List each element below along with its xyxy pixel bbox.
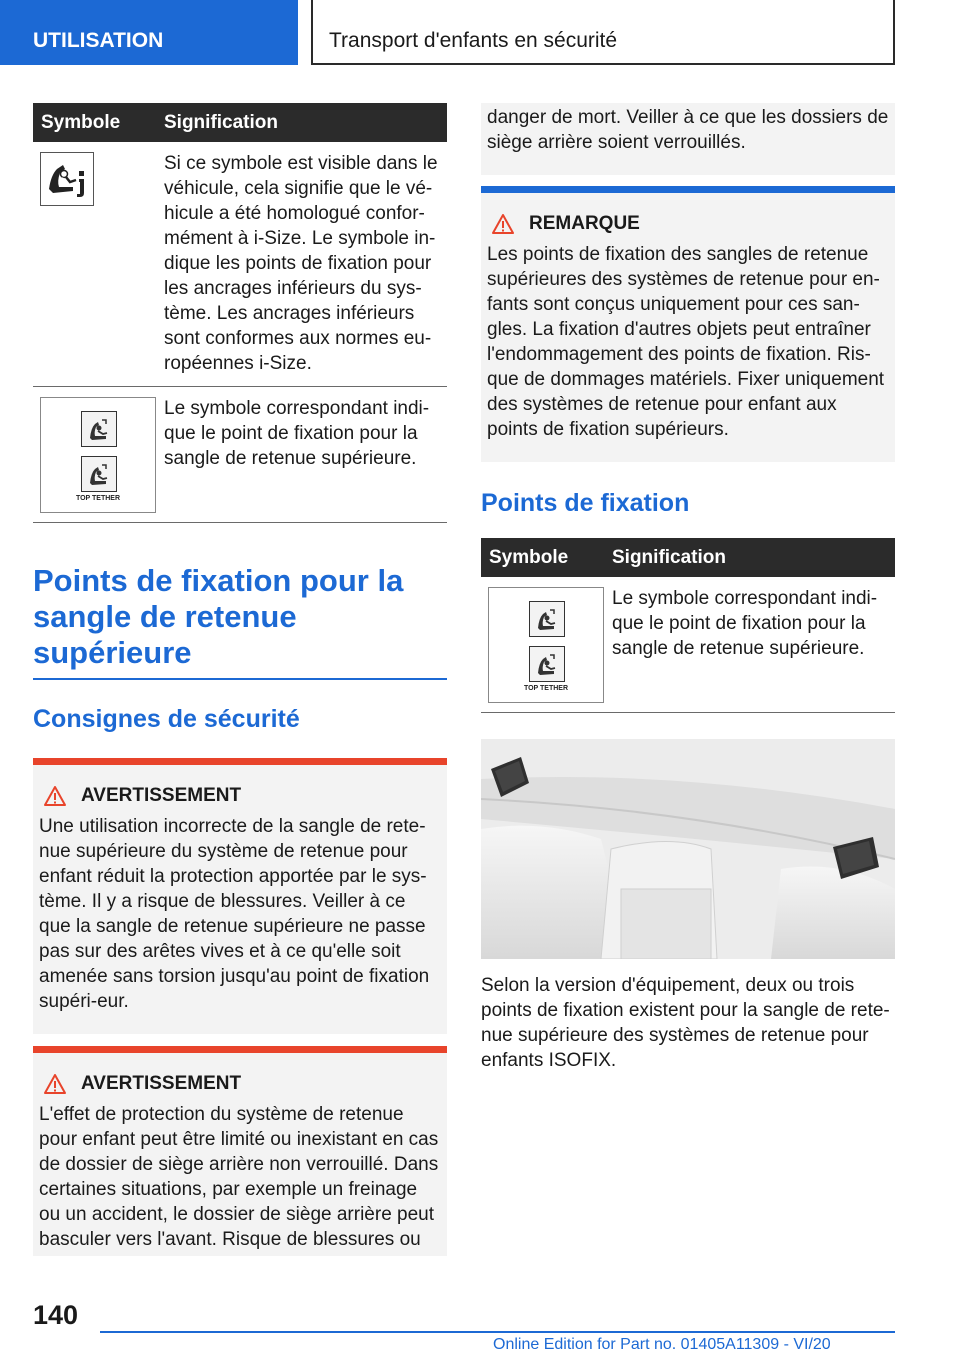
top-tether-label: TOP TETHER <box>523 685 569 692</box>
symbol-table-left <box>33 103 447 523</box>
warning-box <box>33 1046 447 1256</box>
row-text: Le symbole correspondant indi-que le point de fixation pour la sangle de retenue supérieure. <box>612 588 878 659</box>
top-tether-icon <box>529 601 565 637</box>
warning-triangle-icon <box>43 785 67 807</box>
warning-title: AVERTISSEMENT <box>81 1073 242 1094</box>
photo-caption: Selon la version d'équipement, deux ou trois points de fixation existent pour la sangle de rete-nue supérieure des systèmes de retenue pour enfants ISOFIX. <box>481 975 890 1071</box>
fixation-heading: Points de fixation <box>481 489 690 517</box>
table-row <box>33 142 447 387</box>
top-tether-icon <box>81 411 117 447</box>
warning-title: AVERTISSEMENT <box>81 785 242 806</box>
warning-triangle-icon <box>491 213 515 235</box>
table-header <box>481 538 895 577</box>
warning-triangle-icon <box>43 1073 67 1095</box>
chapter-header <box>311 0 895 65</box>
warning-continuation: danger de mort. Veiller à ce que les dossiers de siège arrière soient verrouillés. <box>481 103 895 175</box>
chapter-title: Transport d'enfants en sécurité <box>329 29 618 52</box>
note-title: REMARQUE <box>529 213 640 234</box>
col-symbol-header: Symbole <box>41 111 121 133</box>
page-number: 140 <box>33 1300 79 1330</box>
symbol-table-right <box>481 538 895 713</box>
top-tether-label: TOP TETHER <box>75 495 121 502</box>
row-text: Le symbole correspondant indi-que le point de fixation pour la sangle de retenue supérieure. <box>164 398 430 469</box>
top-tether-icon <box>81 456 117 492</box>
section-tab <box>0 0 298 65</box>
top-tether-icon <box>529 646 565 682</box>
table-row <box>33 387 447 523</box>
warning-box <box>33 758 447 1034</box>
table-row <box>481 577 895 713</box>
col-meaning-header: Signification <box>612 546 726 568</box>
left-column <box>33 103 447 1256</box>
top-tether-symbol <box>40 397 156 513</box>
safety-heading: Consignes de sécurité <box>33 705 300 733</box>
isize-child-seat-icon <box>40 152 94 206</box>
note-box <box>481 186 895 462</box>
table-header <box>33 103 447 142</box>
warning-text: Une utilisation incorrecte de la sangle de rete-nue supérieure du système de retenue pour enfant réduit la protection apportée par le sys-tème. Il y a risque de blessures. Veiller à ce que la sangle de retenue supérieure ne passe pas sur des arêtes vives et à ce qu'elle soit amenée sans torsion jusqu'au point de fixation supéri-eur. <box>39 816 430 1012</box>
footer-divider <box>100 1331 895 1333</box>
right-column <box>481 103 895 1073</box>
col-symbol-header: Symbole <box>489 546 569 568</box>
col-meaning-header: Signification <box>164 111 278 133</box>
row-text: Si ce symbole est visible dans le véhicule, cela signifie que le vé-hicule a été homologué confor-mément à i-Size. Le symbole in-dique les points de fixation pour les ancrages inférieurs du sys-tème. Les ancrages inférieurs sont conformes aux normes eu-ropéennes i-Size. <box>164 153 438 374</box>
note-text: Les points de fixation des sangles de retenue supérieures des systèmes de retenue pour en-fants sont conçus uniquement pour ces san-gles. La fixation d'autres objets peut entraîner l'endommagement des points de fixation. Ris-que de dommages matériels. Fixer uniquement des systèmes de retenue pour enfant aux points de fixation supérieurs. <box>487 244 885 440</box>
section-title: Points de fixation pour la sangle de retenue supérieure <box>33 563 447 680</box>
section-label: UTILISATION <box>33 29 164 52</box>
warning-text: L'effet de protection du système de retenue pour enfant peut être limité ou inexistant en cas de dossier de siège arrière non verrouillé. Dans certaines situations, par exemple un freinage ou un accident, le dossier de siège arrière peut basculer vers l'avant. Risque de blessures ou <box>39 1104 439 1250</box>
footer-edition: Online Edition for Part no. 01405A11309 - VI/20 <box>493 1336 831 1353</box>
rear-seat-photo <box>481 739 895 959</box>
top-tether-symbol <box>488 587 604 703</box>
